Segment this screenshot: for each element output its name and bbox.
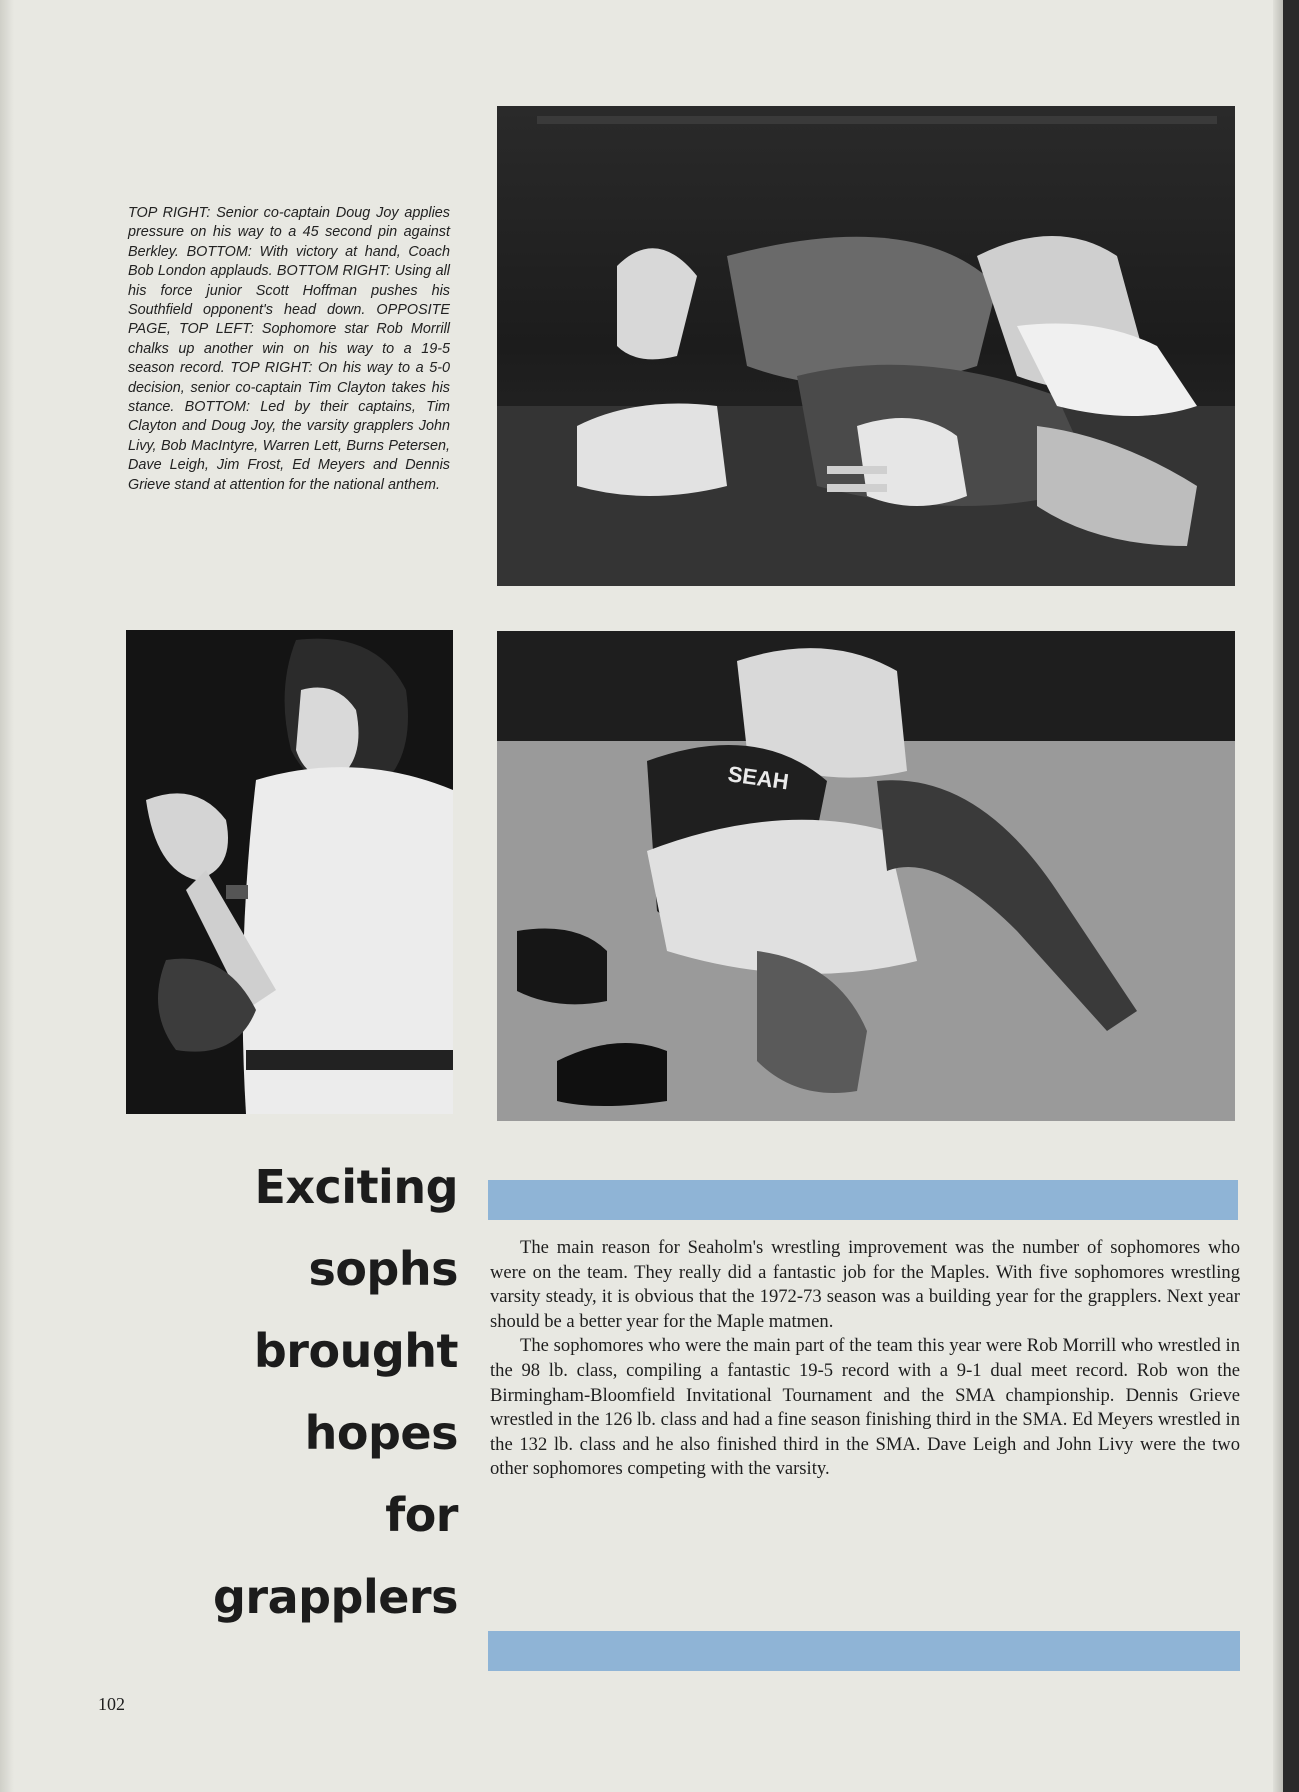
photo-bottom-left <box>126 630 453 1114</box>
jersey-text: SEAH <box>726 761 791 795</box>
page-shadow <box>0 0 14 1792</box>
headline <box>128 1146 458 1638</box>
headline-line-1: Exciting sophs <box>254 1160 458 1296</box>
wrestling-pin-photo-icon <box>497 106 1235 586</box>
accent-bar-top <box>488 1180 1238 1220</box>
photo-caption: TOP RIGHT: Senior co-captain Doug Joy applies pressure on his way to a 45 second pin against Berkley. BOTTOM: With victory at hand, Coach Bob London applauds. BOTTOM RIGHT: Using all his force junior Scott Hoffman pushes his Southfield opponent's head down. OPPOSITE PAGE, TOP LEFT: Sophomore star Rob Morrill chalks up another win on his way to a 19-5 season record. TOP RIGHT: On his way to a 5-0 decision, senior co-captain Tim Clayton takes his stance. BOTTOM: Led by their captains, Tim Clayton and Doug Joy, the varsity grapplers John Livy, Bob MacIntyre, Warren Lett, Burns Petersen, Dave Leigh, Jim Frost, Ed Meyers and Dennis Grieve stand at attention for the national anthem. <box>128 205 450 493</box>
accent-bar-bottom <box>488 1631 1240 1671</box>
coach-applauding-photo-icon <box>126 630 453 1114</box>
article-paragraph-2: The sophomores who were the main part of the team this year were Rob Morrill who wrestled in the 98 lb. class, compiling a fantastic 19-5 record with a 9-1 dual meet record. Rob won the Birmingham-Bloomfield Invitational Tournament and the SMA championship. Dennis Grieve wrestled in the 126 lb. class and had a fine season finishing third in the SMA. Ed Meyers wrestled in the 132 lb. class and he also finished third in the SMA. Dave Leigh and John Livy were the two other sophomores competing with the varsity. <box>490 1335 1240 1480</box>
photo-top-right <box>497 106 1235 586</box>
article-paragraph-1: The main reason for Seaholm's wrestling improvement was the number of sophomores who were on the team. They really did a fantastic job for the Maples. With five sophomores wrestling varsity steady, it is obvious that the 1972-73 season was a building year for the grapplers. Next year should be a better year for the Maple matmen. <box>490 1237 1240 1332</box>
headline-line-2: brought hopes <box>253 1324 458 1460</box>
page-edge <box>1283 0 1299 1792</box>
page-number: 102 <box>98 1694 125 1714</box>
headline-line-3: for grapplers <box>212 1488 458 1624</box>
photo-bottom-right <box>497 631 1235 1121</box>
article-body <box>490 1236 1240 1482</box>
wrestlers-grappling-photo-icon <box>497 631 1235 1121</box>
page-gutter <box>1273 0 1283 1792</box>
